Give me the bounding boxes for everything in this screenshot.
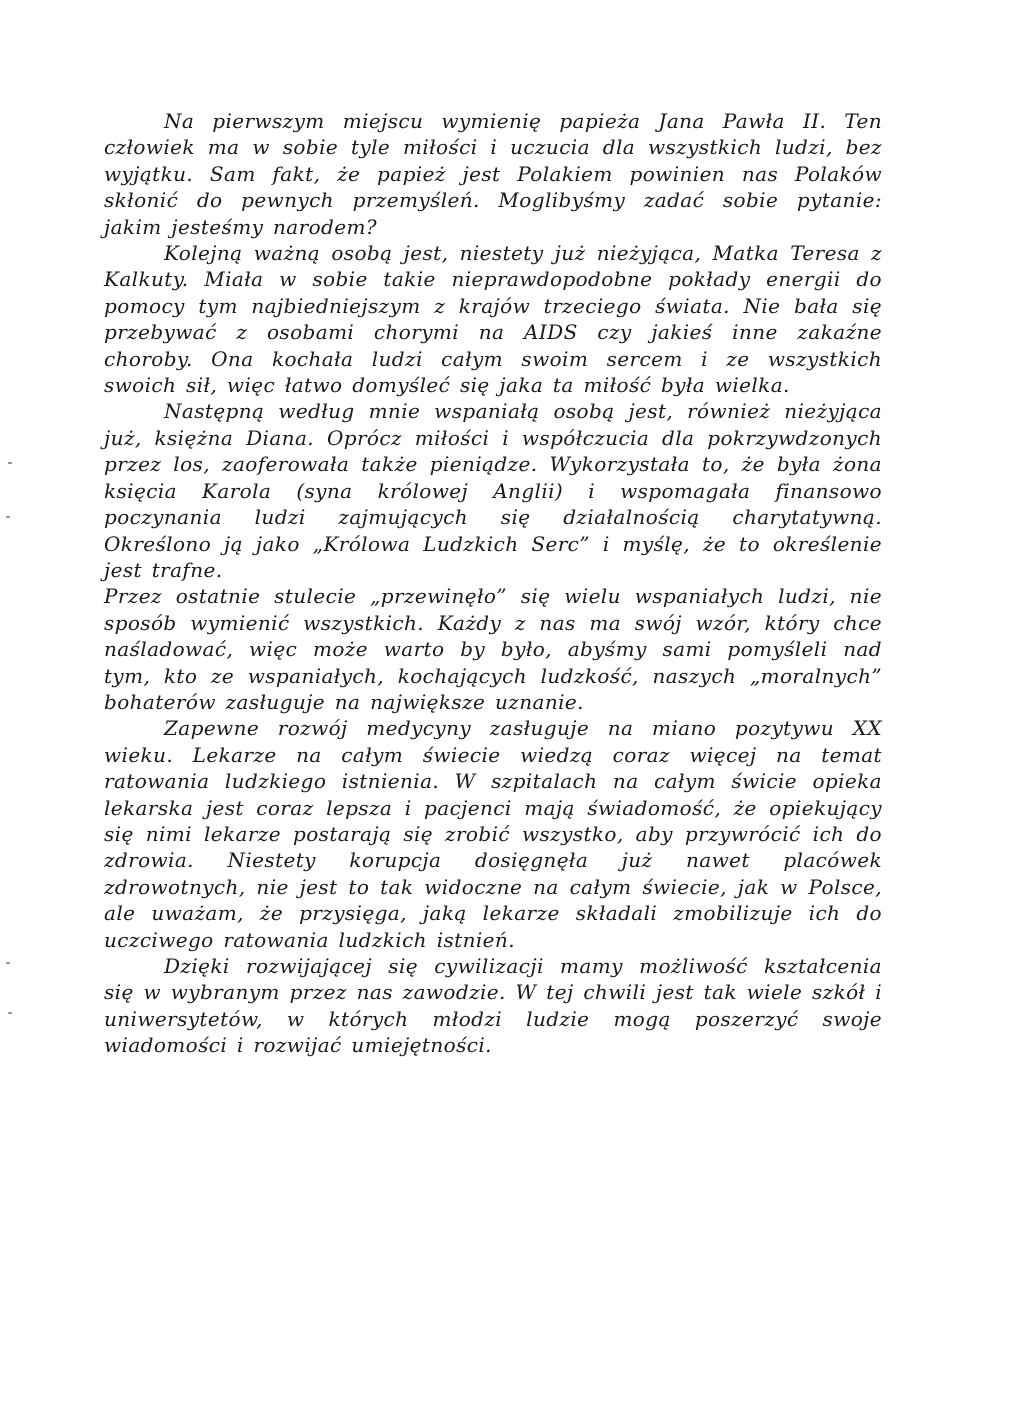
margin-speck	[8, 462, 12, 464]
paragraph-century-heroes: Przez ostatnie stulecie „przewinęło” się wielu wspaniałych ludzi, nie sposób wymienić wszystkich. Każdy z nas ma swój wzór, który chce naśladować, więc może warto by było, abyśmy sami pomyśleli nad tym, kto ze wspaniałych, kochających ludzkość, naszych „moralnych” bohaterów zasługuje na największe uznanie.	[104, 584, 882, 714]
paragraph-pope: Na pierwszym miejscu wymienię papieża Jana Pawła II. Ten człowiek ma w sobie tyle miłości i uczucia dla wszystkich ludzi, bez wyjątku. Sam fakt, że papież jest Polakiem powinien nas Polaków skłonić do pewnych przemyśleń. Moglibyśmy zadać sobie pytanie: jakim jesteśmy narodem?	[104, 109, 882, 239]
margin-speck	[6, 962, 10, 964]
paragraph-princess-diana: Następną według mnie wspaniałą osobą jest, również nieżyjąca już, księżna Diana. Oprócz miłości i współczucia dla pokrzywdzonych przez los, zaoferowała także pieniądze. Wykorzystała to, że była żona księcia Karola (syna królowej Anglii) i wspomagała finansowo poczynania ludzi zajmujących się działalnością charytatywną. Określono ją jako „Królowa Ludzkich Serc” i myślę, że to określenie jest trafne.	[104, 399, 882, 582]
margin-speck	[8, 1012, 12, 1014]
paragraph-medicine: Zapewne rozwój medycyny zasługuje na miano pozytywu XX wieku. Lekarze na całym świecie wiedzą coraz więcej na temat ratowania ludzkiego istnienia. W szpitalach na całym świcie opieka lekarska jest coraz lepsza i pacjenci mają świadomość, że opiekujący się nimi lekarze postarają się zrobić wszystko, aby przywrócić ich do zdrowia. Niestety korupcja dosięgnęła już nawet placówek zdrowotnych, nie jest to tak widoczne na całym świecie, jak w Polsce, ale uważam, że przysięga, jaką lekarze składali zmobilizuje ich do uczciwego ratowania ludzkich istnień.	[104, 716, 882, 952]
essay-text	[104, 108, 882, 1059]
paragraph-mother-teresa: Kolejną ważną osobą jest, niestety już nieżyjąca, Matka Teresa z Kalkuty. Miała w sobie takie nieprawdopodobne pokłady energii do pomocy tym najbiedniejszym z krajów trzeciego świata. Nie bała się przebywać z osobami chorymi na AIDS czy jakieś inne zakaźne choroby. Ona kochała ludzi całym swoim sercem i ze wszystkich swoich sił, więc łatwo domyśleć się jaka ta miłość była wielka.	[104, 241, 882, 398]
paragraph-education: Dzięki rozwijającej się cywilizacji mamy możliwość kształcenia się w wybranym przez nas zawodzie. W tej chwili jest tak wiele szkół i uniwersytetów, w których młodzi ludzie mogą poszerzyć swoje wiadomości i rozwijać umiejętności.	[104, 954, 882, 1058]
margin-speck	[6, 516, 10, 518]
